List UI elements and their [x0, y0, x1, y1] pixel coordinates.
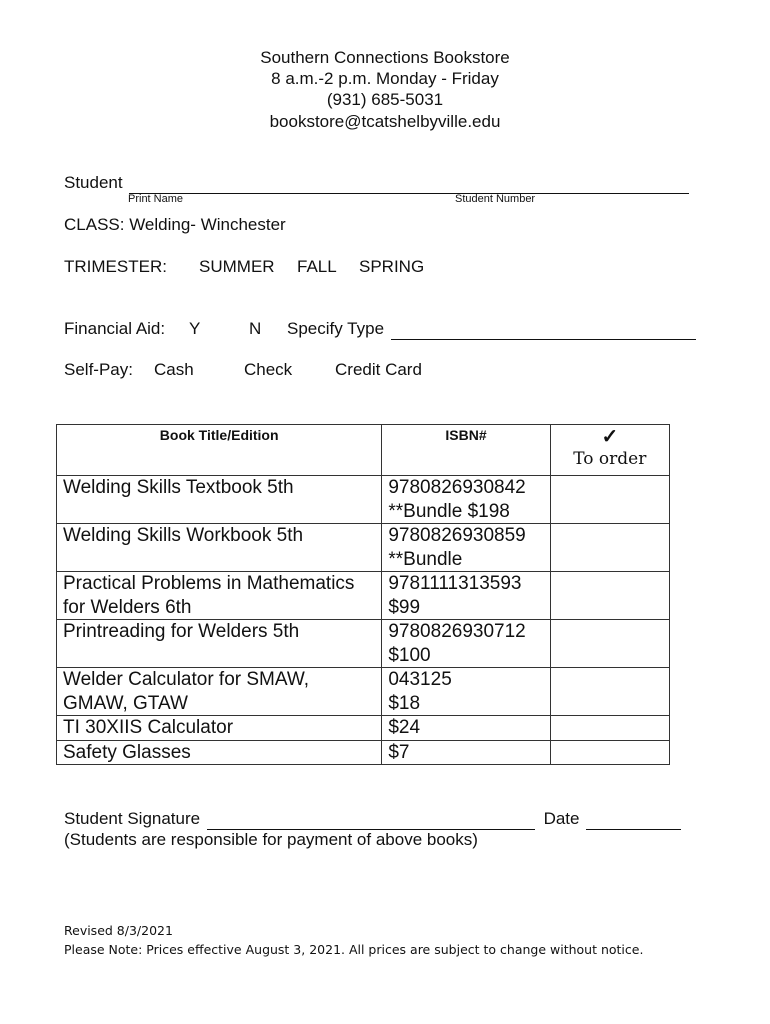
store-hours: 8 a.m.-2 p.m. Monday - Friday — [271, 69, 499, 88]
signature-field[interactable] — [207, 809, 535, 830]
self-pay-check[interactable]: Check — [244, 360, 293, 379]
table-row — [57, 740, 670, 765]
book-isbn: 9780826930842 **Bundle $198 — [382, 476, 550, 524]
book-isbn: $24 — [382, 716, 550, 741]
print-name-caption: Print Name — [128, 193, 184, 205]
signature-label: Student Signature — [64, 809, 201, 828]
title-column-header: Book Title/Edition — [57, 425, 382, 476]
book-isbn: 9781111313593 $99 — [382, 572, 550, 620]
book-title: Printreading for Welders 5th — [57, 620, 382, 668]
order-column-header — [550, 425, 669, 476]
book-title: Welding Skills Textbook 5th — [57, 476, 382, 524]
student-name-field[interactable] — [129, 173, 689, 194]
to-order-label: To order — [573, 449, 647, 469]
financial-aid-no[interactable]: N — [249, 319, 262, 338]
table-header-row — [57, 425, 670, 476]
book-title: TI 30XIIS Calculator — [57, 716, 382, 741]
order-check-cell[interactable] — [550, 524, 669, 572]
student-label: Student — [64, 173, 123, 192]
date-label: Date — [543, 809, 580, 828]
table-row — [57, 572, 670, 620]
order-check-cell[interactable] — [550, 476, 669, 524]
book-isbn: $7 — [382, 740, 550, 765]
specify-type-row — [287, 319, 696, 340]
book-title: Welding Skills Workbook 5th — [57, 524, 382, 572]
student-number-caption: Student Number — [455, 193, 536, 205]
book-table — [56, 424, 670, 765]
self-pay-cash[interactable]: Cash — [154, 360, 194, 379]
trimester-label: TRIMESTER: — [64, 257, 167, 276]
class-line: CLASS: Welding- Winchester — [64, 215, 286, 234]
checkmark-icon: ✓ — [601, 426, 619, 448]
self-pay-label: Self-Pay: — [64, 360, 133, 379]
book-isbn: 043125 $18 — [382, 668, 550, 716]
table-row — [57, 476, 670, 524]
store-phone: (931) 685-5031 — [326, 90, 444, 109]
trimester-spring[interactable]: SPRING — [359, 257, 425, 276]
order-check-cell[interactable] — [550, 620, 669, 668]
table-row — [57, 620, 670, 668]
specify-type-field[interactable] — [391, 319, 696, 340]
book-title: Practical Problems in Mathematics for Welders 6th — [57, 572, 382, 620]
date-field[interactable] — [586, 809, 681, 830]
price-notice: Please Note: Prices effective August 3, 2021. All prices are subject to change without notice. — [64, 942, 644, 957]
trimester-fall[interactable]: FALL — [297, 257, 337, 276]
book-title: Welder Calculator for SMAW, GMAW, GTAW — [57, 668, 382, 716]
store-name: Southern Connections Bookstore — [260, 48, 510, 67]
table-row — [57, 716, 670, 741]
student-row — [64, 173, 689, 194]
order-check-cell[interactable] — [550, 572, 669, 620]
book-isbn: 9780826930859 **Bundle — [382, 524, 550, 572]
financial-aid-label: Financial Aid: — [64, 319, 166, 338]
isbn-column-header: ISBN# — [382, 425, 550, 476]
book-title: Safety Glasses — [57, 740, 382, 765]
order-check-cell[interactable] — [550, 716, 669, 741]
specify-type-label: Specify Type — [287, 319, 385, 338]
trimester-summer[interactable]: SUMMER — [199, 257, 275, 276]
signature-note: (Students are responsible for payment of above books) — [64, 830, 478, 849]
order-check-cell[interactable] — [550, 740, 669, 765]
financial-aid-yes[interactable]: Y — [189, 319, 201, 338]
store-email: bookstore@tcatshelbyville.edu — [269, 112, 501, 131]
table-row — [57, 524, 670, 572]
book-isbn: 9780826930712 $100 — [382, 620, 550, 668]
table-row — [57, 668, 670, 716]
signature-row — [64, 809, 681, 830]
self-pay-credit-card[interactable]: Credit Card — [335, 360, 422, 379]
revised-date: Revised 8/3/2021 — [64, 923, 173, 938]
order-check-cell[interactable] — [550, 668, 669, 716]
